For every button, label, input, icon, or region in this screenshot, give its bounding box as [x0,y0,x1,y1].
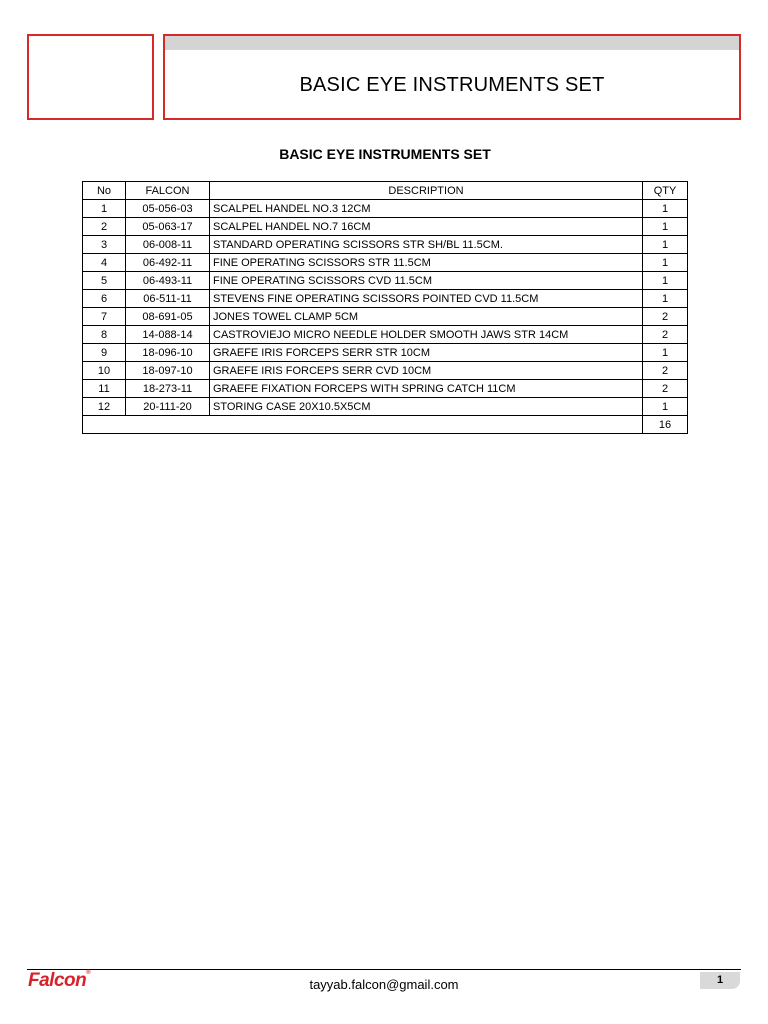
row-code: 06-493-11 [126,272,210,290]
row-code: 06-008-11 [126,236,210,254]
row-no: 1 [83,200,126,218]
row-code: 18-097-10 [126,362,210,380]
table-body [83,200,688,416]
row-code: 18-096-10 [126,344,210,362]
table-row [83,200,688,218]
row-no: 9 [83,344,126,362]
page-number: 1 [700,972,740,989]
table-row [83,398,688,416]
column-header-code: FALCON [126,182,210,200]
instrument-table [82,181,688,434]
row-no: 6 [83,290,126,308]
row-no: 11 [83,380,126,398]
row-description: JONES TOWEL CLAMP 5CM [210,308,643,326]
table-row [83,254,688,272]
column-header-no: No [83,182,126,200]
table-row [83,326,688,344]
row-code: 08-691-05 [126,308,210,326]
row-code: 14-088-14 [126,326,210,344]
brand-name: Falcon [28,970,87,991]
row-qty: 2 [643,308,688,326]
row-code: 05-056-03 [126,200,210,218]
row-qty: 1 [643,344,688,362]
title-banner [163,34,741,120]
logo-frame [27,34,154,120]
row-description: GRAEFE FIXATION FORCEPS WITH SPRING CATCH 11CM [210,380,643,398]
row-qty: 2 [643,380,688,398]
row-qty: 1 [643,236,688,254]
column-header-qty: QTY [643,182,688,200]
row-description: SCALPEL HANDEL NO.7 16CM [210,218,643,236]
total-label-cell [83,416,643,434]
row-qty: 1 [643,290,688,308]
row-code: 06-492-11 [126,254,210,272]
row-code: 05-063-17 [126,218,210,236]
table-row [83,308,688,326]
row-description: GRAEFE IRIS FORCEPS SERR STR 10CM [210,344,643,362]
row-no: 8 [83,326,126,344]
table-row [83,218,688,236]
row-description: GRAEFE IRIS FORCEPS SERR CVD 10CM [210,362,643,380]
row-code: 20-111-20 [126,398,210,416]
row-no: 7 [83,308,126,326]
footer-divider [27,969,741,970]
row-qty: 1 [643,254,688,272]
footer-email: tayyab.falcon@gmail.com [309,977,459,992]
row-qty: 2 [643,362,688,380]
row-description: FINE OPERATING SCISSORS STR 11.5CM [210,254,643,272]
row-qty: 2 [643,326,688,344]
row-code: 06-511-11 [126,290,210,308]
title-band [165,36,739,50]
row-qty: 1 [643,200,688,218]
row-description: STEVENS FINE OPERATING SCISSORS POINTED CVD 11.5CM [210,290,643,308]
row-code: 18-273-11 [126,380,210,398]
row-description: CASTROVIEJO MICRO NEEDLE HOLDER SMOOTH JAWS STR 14CM [210,326,643,344]
table-row [83,272,688,290]
total-qty: 16 [643,416,688,434]
row-no: 5 [83,272,126,290]
row-no: 2 [83,218,126,236]
row-description: STORING CASE 20X10.5X5CM [210,398,643,416]
row-qty: 1 [643,218,688,236]
table-total-row [83,416,688,434]
row-no: 4 [83,254,126,272]
table-row [83,290,688,308]
table-row [83,344,688,362]
table-row [83,362,688,380]
row-description: FINE OPERATING SCISSORS CVD 11.5CM [210,272,643,290]
page-title: BASIC EYE INSTRUMENTS SET [299,74,605,96]
row-no: 12 [83,398,126,416]
table-header-row [83,182,688,200]
table-row [83,380,688,398]
column-header-description: DESCRIPTION [210,182,643,200]
row-no: 10 [83,362,126,380]
table-row [83,236,688,254]
row-qty: 1 [643,398,688,416]
row-description: STANDARD OPERATING SCISSORS STR SH/BL 11.5CM. [210,236,643,254]
row-qty: 1 [643,272,688,290]
row-no: 3 [83,236,126,254]
registered-mark: ® [86,970,91,976]
row-description: SCALPEL HANDEL NO.3 12CM [210,200,643,218]
document-heading: BASIC EYE INSTRUMENTS SET [279,146,491,162]
